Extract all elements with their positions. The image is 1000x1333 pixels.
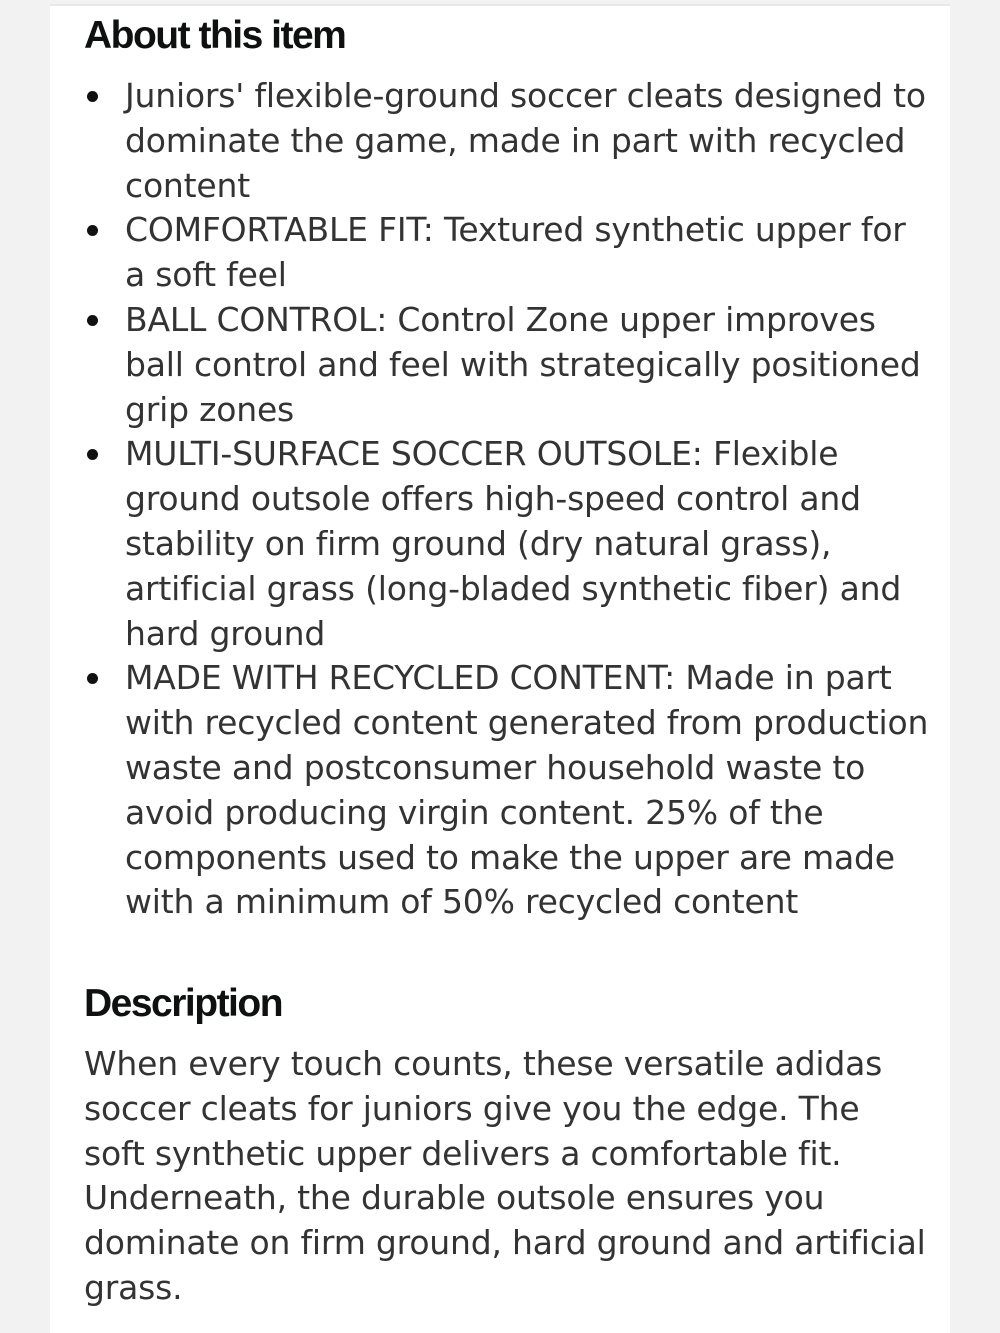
about-this-item-heading: About this item [84, 14, 346, 57]
feature-bullet-text: COMFORTABLE FIT: Textured synthetic upper for a soft feel [125, 210, 906, 295]
bullet-dot-icon [87, 91, 98, 102]
feature-bullet [50, 432, 930, 656]
bullet-dot-icon [87, 225, 98, 236]
feature-bullet-text: MULTI-SURFACE SOCCER OUTSOLE: Flexible ground outsole offers high-speed control and stability on firm ground (dry natural grass), artificial grass (long-bladed synthetic fiber) and hard ground [125, 434, 902, 653]
feature-bullet-text: Juniors' flexible-ground soccer cleats designed to dominate the game, made in part with recycled content [125, 76, 926, 205]
feature-bullet-text: MADE WITH RECYCLED CONTENT: Made in part with recycled content generated from production waste and postconsumer household waste to avoid producing virgin content. 25% of the components used to make the upper are made with a minimum of 50% recycled content [125, 658, 929, 922]
bullet-dot-icon [87, 315, 98, 326]
feature-bullet-text: BALL CONTROL: Control Zone upper improves ball control and feel with strategically positioned grip zones [125, 299, 921, 429]
description-text: When every touch counts, these versatile adidas soccer cleats for juniors give you the edge. The soft synthetic upper delivers a comfortable fit. Underneath, the durable outsole ensures you dominate on firm ground, hard ground and artificial grass. [84, 1044, 926, 1307]
feature-bullet [50, 656, 930, 925]
feature-bullet [50, 298, 930, 432]
bullet-dot-icon [87, 449, 98, 460]
feature-bullet [50, 208, 930, 298]
feature-bullet-list [50, 74, 930, 925]
bullet-dot-icon [87, 673, 98, 684]
feature-bullet [50, 74, 930, 208]
description-heading: Description [84, 982, 283, 1025]
product-details-card [50, 4, 950, 1333]
